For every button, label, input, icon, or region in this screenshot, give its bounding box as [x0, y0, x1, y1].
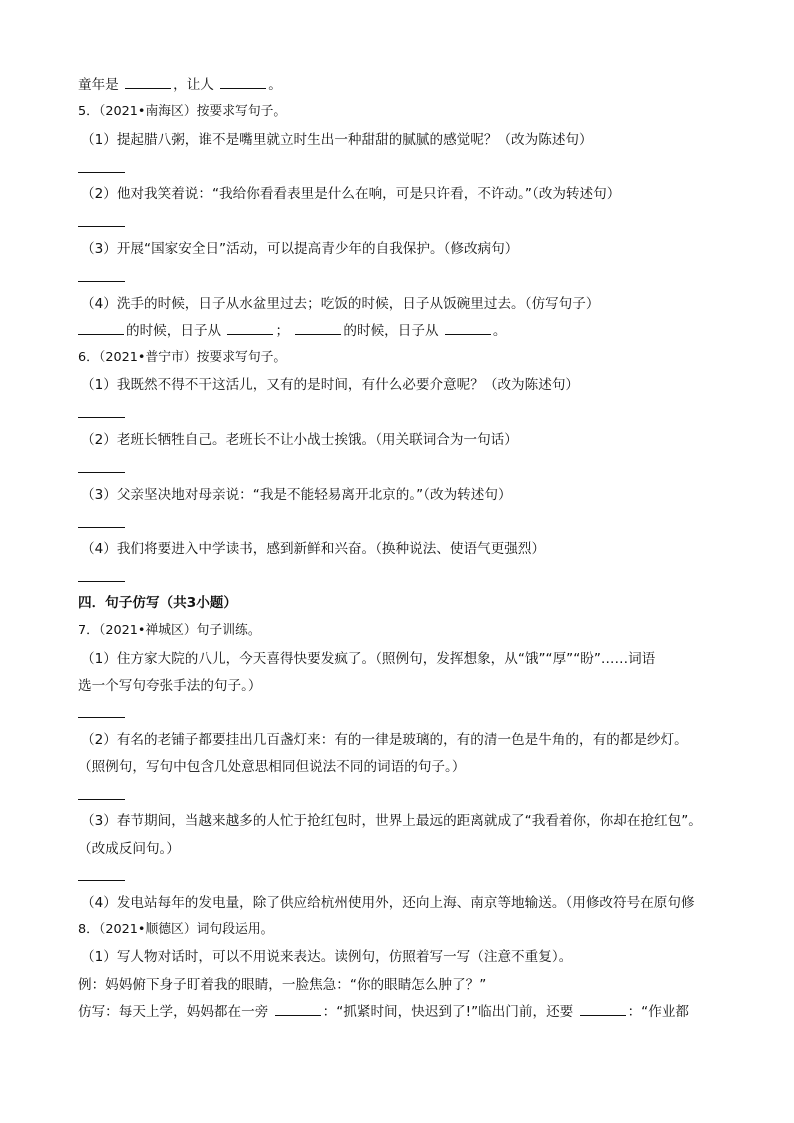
answer-line[interactable]	[78, 172, 125, 173]
q7-item-3-cont: （改成反问句。）	[78, 841, 180, 857]
answer-blank[interactable]	[125, 76, 171, 89]
question-7-header: 7．（2021•禅城区）句子训练。	[78, 623, 261, 638]
answer-line[interactable]	[78, 527, 125, 528]
q7-item-3: （3）春节期间，当越来越多的人忙于抢红包时，世界上最远的距离就成了“我看着你，你却在抢红包”。	[81, 813, 702, 829]
fill-text: ；	[275, 323, 294, 339]
q7-item-1-cont: 选一个写句夸张手法的句子。）	[78, 678, 262, 694]
answer-line[interactable]	[78, 717, 125, 718]
question-8-header: 8．（2021•顺德区）词句段运用。	[78, 922, 274, 937]
answer-line[interactable]	[78, 880, 125, 881]
q7-item-1: （1）住方家大院的八儿，今天喜得快要发疯了。（照例句，发挥想象，从“饿”“厚”“盼”……词语	[81, 651, 656, 667]
imitation-text: ：“抓紧时间，快迟到了!”临出门前，还要	[322, 1004, 578, 1020]
q6-item-2: （2）老班长牺牲自己。老班长不让小战士挨饿。（用关联词合为一句话）	[81, 432, 518, 448]
q6-item-4: （4）我们将要进入中学读书，感到新鲜和兴奋。（换种说法、使语气更强烈）	[81, 541, 546, 557]
fill-text: 的时候，日子从	[343, 323, 443, 339]
answer-blank[interactable]	[445, 322, 491, 335]
answer-line[interactable]	[78, 417, 125, 418]
q7-item-2: （2）有名的老铺子都要挂出几百盏灯来：有的一律是玻璃的，有的清一色是牛角的，有的都是纱灯。	[81, 732, 688, 748]
answer-line[interactable]	[78, 799, 125, 800]
intro-line	[78, 76, 722, 94]
imitation-text: ：“作业都	[627, 1004, 690, 1020]
intro-text-c: 。	[268, 77, 282, 93]
question-5-header: 5．（2021•南海区）按要求写句子。	[78, 104, 287, 119]
q8-item-1: （1）写人物对话时，可以不用说来表达。读例句，仿照着写一写（注意不重复）。	[81, 949, 573, 965]
q8-imitation	[78, 1003, 722, 1021]
answer-blank[interactable]	[78, 322, 124, 335]
answer-blank[interactable]	[295, 322, 341, 335]
fill-text: 的时候，日子从	[126, 323, 226, 339]
q5-item-3: （3）开展“国家安全日”活动，可以提高青少年的自我保护。（修改病句）	[81, 241, 519, 257]
intro-text-b: ，让人	[173, 77, 219, 93]
imitation-text: 仿写：每天上学，妈妈都在一旁	[78, 1004, 273, 1020]
answer-blank[interactable]	[227, 322, 273, 335]
answer-blank[interactable]	[220, 76, 266, 89]
answer-line[interactable]	[78, 281, 125, 282]
q7-item-4: （4）发电站每年的发电量，除了供应给杭州使用外，还向上海、南京等地输送。（用修改符号在原句修	[81, 895, 695, 911]
answer-line[interactable]	[78, 581, 125, 582]
section-heading: 四．句子仿写（共3小题）	[78, 595, 237, 611]
answer-blank[interactable]	[275, 1003, 321, 1016]
fill-text: 。	[492, 323, 507, 339]
q5-item-1: （1）提起腊八粥，谁不是嘴里就立时生出一种甜甜的腻腻的感觉呢？（改为陈述句）	[81, 132, 593, 148]
q6-item-1: （1）我既然不得不干这活儿，又有的是时间，有什么必要介意呢？（改为陈述句）	[81, 377, 580, 393]
q5-item-4: （4）洗手的时候，日子从水盆里过去；吃饭的时候，日子从饭碗里过去。（仿写句子）	[81, 296, 600, 312]
answer-line[interactable]	[78, 472, 125, 473]
question-6-header: 6．（2021•普宁市）按要求写句子。	[78, 350, 287, 365]
answer-line[interactable]	[78, 226, 125, 227]
answer-blank[interactable]	[580, 1003, 626, 1016]
q6-item-3: （3）父亲坚决地对母亲说：“我是不能轻易离开北京的。”（改为转述句）	[81, 487, 512, 503]
q7-item-2-cont: （照例句，写句中包含几处意思相同但说法不同的词语的句子。）	[78, 759, 466, 775]
q5-item-2: （2）他对我笑着说：“我给你看看表里是什么在响，可是只许看，不许动。”（改为转述句）	[81, 186, 621, 202]
q8-example: 例：妈妈俯下身子盯着我的眼睛，一脸焦急：“你的眼睛怎么肿了？”	[78, 977, 487, 993]
intro-text-a: 童年是	[78, 77, 124, 93]
q5-item-4-fill	[78, 322, 722, 340]
